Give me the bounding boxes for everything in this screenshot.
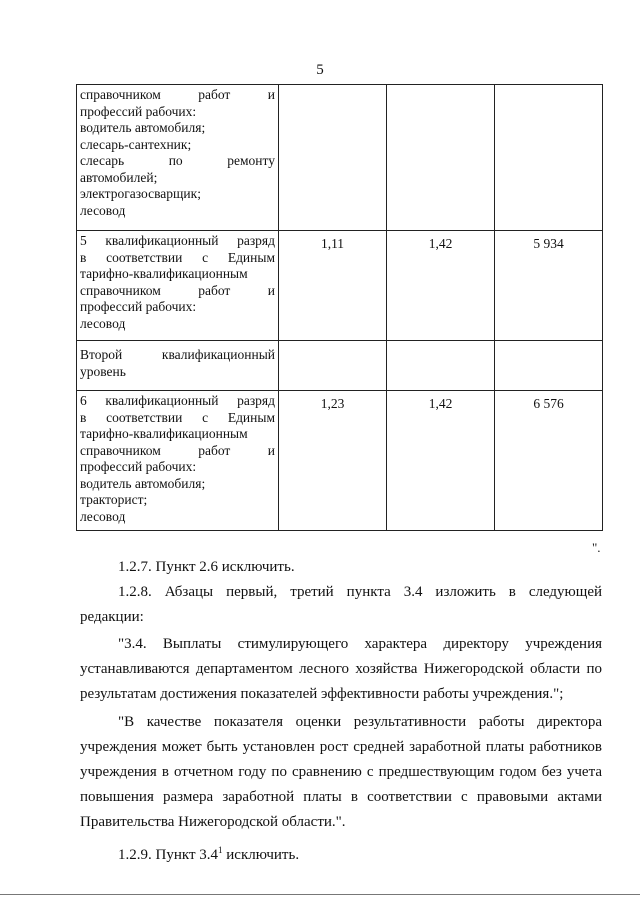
description-line: тарифно-квалификационным	[80, 266, 248, 281]
description-line: водитель автомобиля;	[80, 120, 206, 135]
salary-coefficients-table	[76, 84, 603, 531]
paragraph-1-2-9: 1.2.9. Пункт $3.4^1$ исключить.	[118, 845, 300, 863]
position-description-cell	[77, 341, 279, 391]
description-line: профессий рабочих:	[80, 459, 197, 474]
table-row	[77, 391, 603, 531]
description-line: в соответствии с Единым	[80, 249, 275, 265]
salary-amount-cell: 5 934	[495, 231, 603, 341]
description-line: профессий рабочих:	[80, 299, 197, 314]
qualification-level-title: Второй квалификационный уровень	[80, 347, 275, 379]
description-line: 5 квалификационный разряд	[80, 233, 275, 248]
qualification-coefficient-cell: 1,11	[279, 231, 387, 341]
position-description-cell	[77, 231, 279, 341]
qualification-coefficient-cell	[279, 85, 387, 231]
salary-amount-cell	[495, 85, 603, 231]
description-line: лесовод	[80, 508, 126, 524]
description-line: лесовод	[80, 315, 126, 331]
qualification-coefficient-cell: 1,23	[279, 391, 387, 531]
description-line: слесарь-сантехник;	[80, 136, 192, 152]
description-line: тракторист;	[80, 492, 148, 507]
description-line: профессий рабочих:	[80, 103, 197, 119]
description-line: водитель автомобиля;	[80, 475, 206, 491]
description-line: лесовод	[80, 202, 126, 218]
increase-coefficient-cell: 1,42	[387, 391, 495, 531]
description-line: тарифно-квалификационным	[80, 426, 248, 441]
salary-amount-cell: 6 576	[495, 391, 603, 531]
description-line: справочником работ и	[80, 282, 275, 298]
table-row	[77, 85, 603, 231]
description-line: 6 квалификационный разряд	[80, 393, 275, 408]
description-line: электрогазосварщик;	[80, 186, 201, 201]
increase-coefficient-cell: 1,42	[387, 231, 495, 341]
paragraph-quote-indicator: "В качестве показателя оценки результативности работы директора учреждения может быть установлен рост средней заработной платы работников учреждения в отчетном году по сравнению с предшествующим годом без учета повышения размера заработной платы в соответствии с правовыми актами Правительства Нижегородской области.".	[80, 714, 602, 830]
table-row	[77, 231, 603, 341]
paragraph-quote-3-4: "3.4. Выплаты стимулирующего характера директору учреждения устанавливаются департаментом лесного хозяйства Нижегородской области по результатам достижения показателей эффективности работы учреждения.";	[80, 636, 602, 702]
salary-amount-cell	[495, 341, 603, 391]
increase-coefficient-cell	[387, 341, 495, 391]
table-closing-quote: ".	[592, 540, 601, 555]
description-line: автомобилей;	[80, 169, 158, 185]
description-line: справочником работ и	[80, 87, 275, 102]
qualification-coefficient-cell	[279, 341, 387, 391]
page-bottom-rule	[0, 894, 640, 895]
description-line: справочником работ и	[80, 442, 275, 458]
page-number: 5	[316, 62, 324, 78]
increase-coefficient-cell	[387, 85, 495, 231]
description-line: в соответствии с Единым	[80, 409, 275, 425]
description-line: слесарь по ремонту	[80, 153, 275, 168]
paragraph-1-2-8: 1.2.8. Абзацы первый, третий пункта 3.4 изложить в следующей редакции:	[80, 584, 602, 625]
position-description-cell	[77, 85, 279, 231]
paragraph-1-2-7: 1.2.7. Пункт 2.6 исключить.	[118, 559, 295, 575]
table-row	[77, 341, 603, 391]
position-description-cell	[77, 391, 279, 531]
